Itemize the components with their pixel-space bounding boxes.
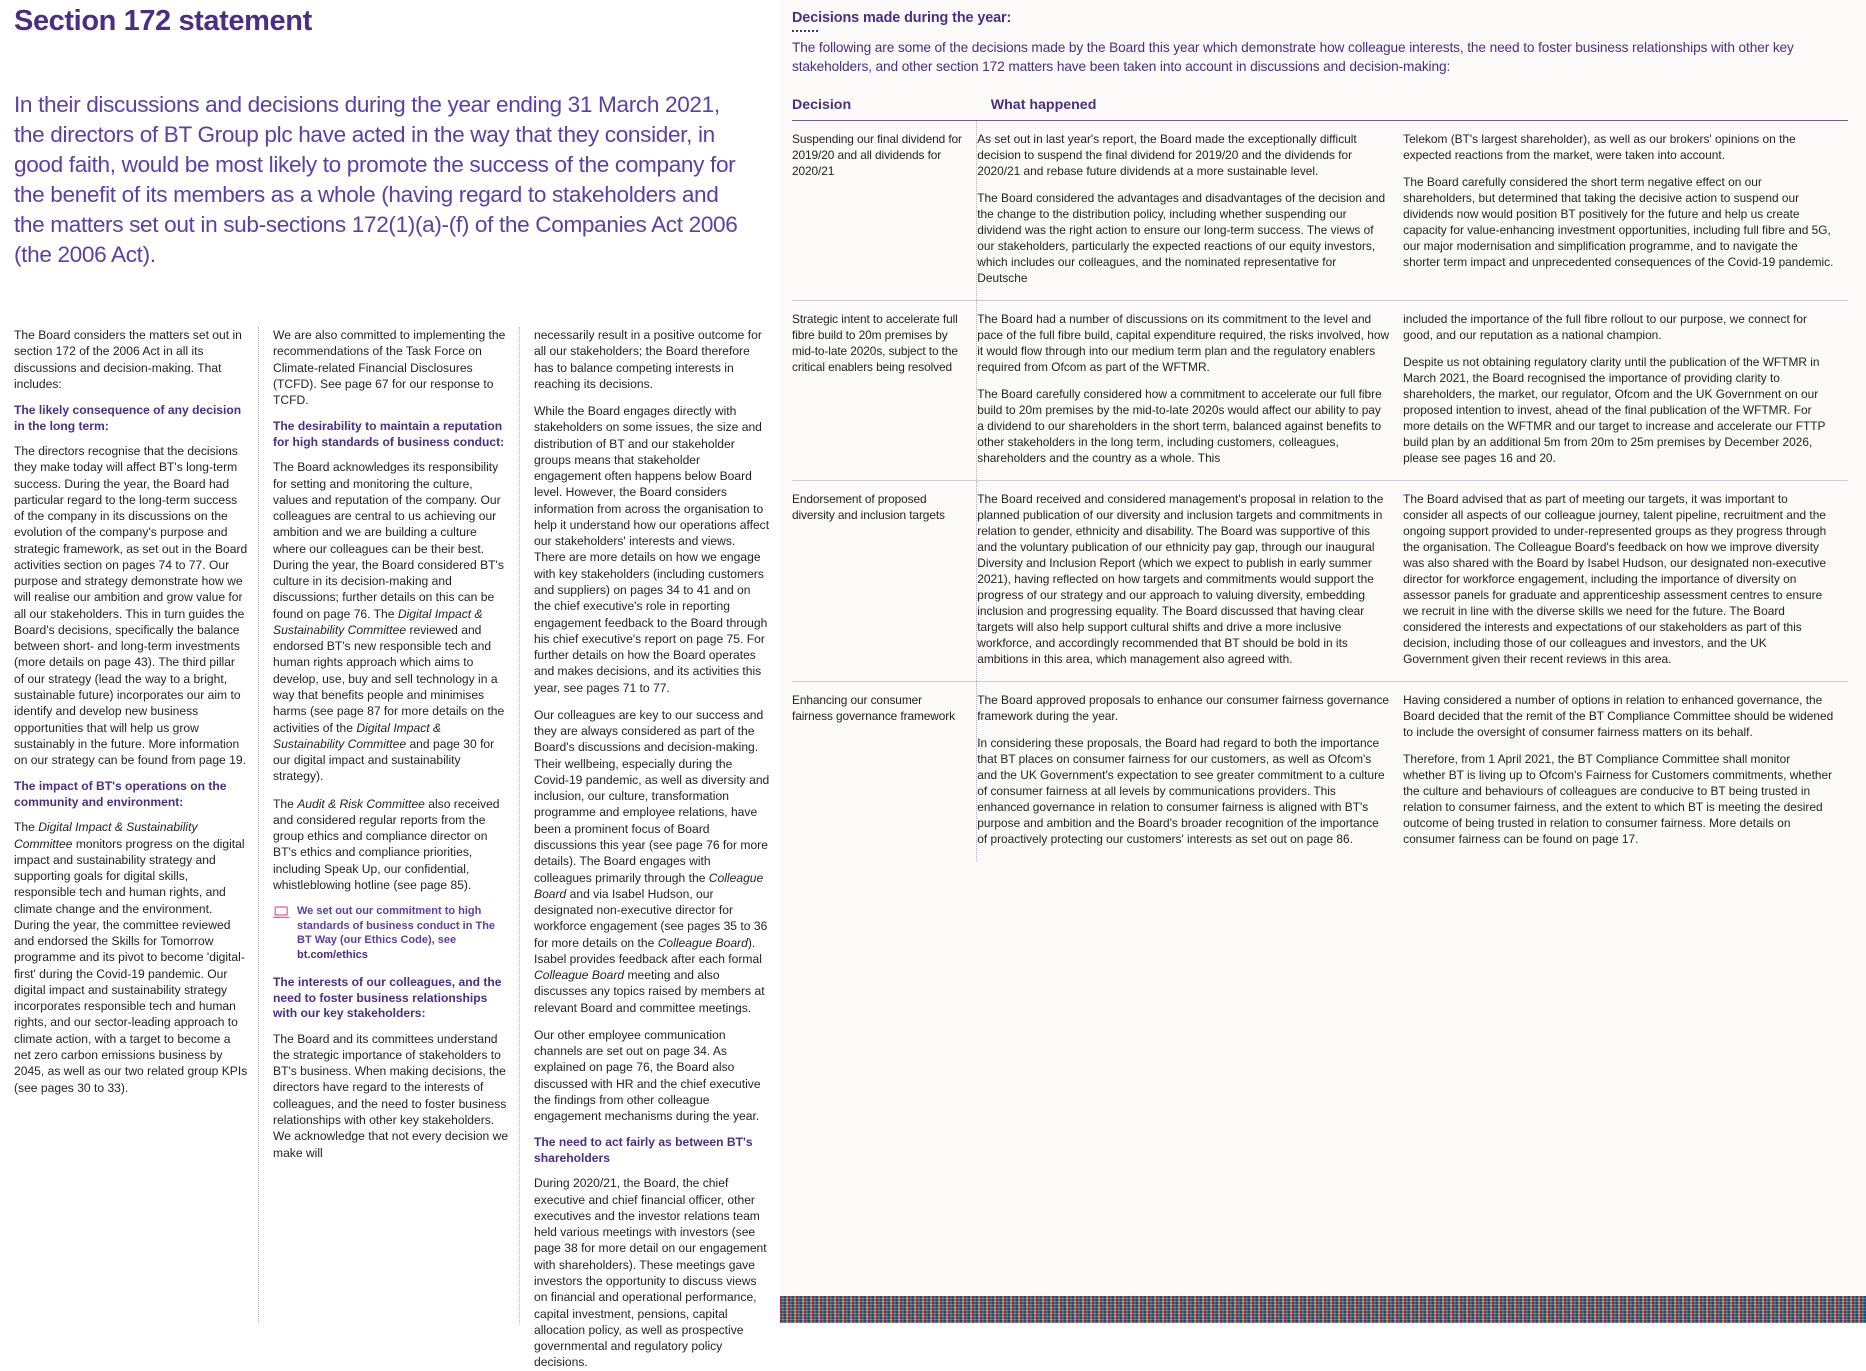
decision-label: Enhancing our consumer fairness governance framework — [792, 692, 955, 723]
table-body — [792, 120, 1848, 861]
th-what-happened: What happened — [977, 97, 1403, 121]
right-page — [780, 0, 1866, 1323]
c3-para-3 — [534, 707, 770, 1016]
column-2 — [258, 327, 519, 1323]
lead-paragraph: In their discussions and decisions during the year ending 31 March 2021, the directors of BT Group plc have acted in the way that they consider, in good faith, would be most likely to promote the success of the company for the benefit of its members as a whole (having regard to stakeholders and the matters set out in sub-sections 172(1)(a)-(f) of the Companies Act 2006 (the 2006 Act). — [14, 91, 738, 268]
th-continued — [1403, 97, 1848, 121]
c1-heading-2: The impact of BT's operations on the community and environment: — [14, 779, 227, 809]
table-row — [792, 300, 1848, 480]
c3-para-1: necessarily result in a positive outcome for all our stakeholders; the Board therefore has to balance competing interests in reaching its decisions. — [534, 328, 762, 391]
callout-link[interactable]: bt.com/ethics — [297, 948, 368, 961]
c2-p2-c: and page 30 for our digital impact and sustainability strategy). — [273, 736, 495, 784]
callout-text-main: We set out our commitment to high standards of business conduct in The BT Way (our Ethics Code), see — [297, 905, 496, 947]
c3-heading-1: The need to act fairly as between BT's shareholders — [534, 1135, 753, 1165]
c2-p2-b: reviewed and endorsed BT's new responsible tech and human rights approach which aims to develop, use, buy and sell technology in a way that benefits people and minimises harms (see page 87 for more details on the activities of the — [273, 622, 505, 735]
decisions-intro: The following are some of the decisions made by the Board this year which demonstrate how colleague interests, the need to foster business relationships with other key stakeholders, and other section 172 matters have been taken into account in discussions and decision-making: — [792, 40, 1794, 75]
wh-para: The Board received and considered management's proposal in relation to the planned publication of our diversity and inclusion targets and commitments in relation to gender, ethnicity and disability. The Board was supportive of this and the voluntary publication of our ethnicity pay gap, through our inaugural Diversity and Inclusion Report (which we expect to publish in early summer 2021), having reflected on how targets and commitments would support the progress of our strategy and our approach to valuing diversity, embedding inclusion and progressing equality. The Board discussed that having clear targets will also help support cultural shifts and drive a more inclusive workforce, and accordingly recommended that BT should be bold in its ambitions in this area, which management also agreed with. — [977, 491, 1384, 666]
cont-para: Despite us not obtaining regulatory clarity until the publication of the WFTMR in March 2021, the Board recognised the importance of providing clarity to shareholders, the market, our regulator, Ofcom and the UK Government on our proposed intention to invest, ahead of the final publication of the WFTMR. For more details on the WFTMR and our target to increase and accelerate our FTTP build plan by an additional 5m from 20m to 25m premises by December 2026, please see pages 16 and 20. — [1403, 354, 1826, 465]
decision-label: Endorsement of proposed diversity and inclusion targets — [792, 480, 977, 681]
table-head — [792, 97, 1848, 121]
c2-p2-italic-2: Digital Impact & Sustainability Committee — [273, 720, 442, 751]
c1-heading-1: The likely consequence of any decision in the long term: — [14, 403, 242, 433]
table-row — [792, 120, 1848, 300]
continued-cell — [1403, 300, 1848, 480]
c3-p3-italic-2: Colleague Board — [657, 935, 748, 950]
what-happened-cell — [977, 120, 1403, 300]
c2-p3-b: also received and considered regular reports from the group ethics and compliance director on BT's ethics and compliance priorities, including Speak Up, our confidential, whistleblowing hotline (see page 85). — [273, 796, 500, 892]
decision-label: Strategic intent to accelerate full fibre build to 20m premises by mid-to-late 2020s, subject to the critical enablers being resolved — [792, 300, 977, 480]
decisions-heading: Decisions made during the year: — [792, 10, 1012, 26]
table-header-row — [792, 97, 1848, 121]
ethics-callout — [273, 904, 509, 962]
cont-para: Having considered a number of options in relation to enhanced governance, the Board decided that the remit of the BT Compliance Committee should be widened to include the oversight of consumer fairness matters on its behalf. — [1403, 692, 1834, 739]
c3-p3-c: ). Isabel provides feedback after each formal — [534, 935, 762, 966]
decision-label: Suspending our final dividend for 2019/20 and all dividends for 2020/21 — [792, 120, 977, 300]
c2-heading-2: The interests of our colleagues, and the need to foster business relationships with our key stakeholders: — [273, 975, 502, 1021]
c1-para-3 — [14, 819, 248, 1096]
c2-para-1: We are also committed to implementing the recommendations of the Task Force on Climate-related Financial Disclosures (TCFD). See page 67 for our response to TCFD. — [273, 328, 506, 408]
table-row — [792, 681, 1848, 861]
c3-p3-b: and via Isabel Hudson, our designated non-executive director for workforce engagement (see pages 35 to 36 for more details on the — [534, 886, 768, 950]
c3-p3-italic-1: Colleague Board — [534, 870, 764, 901]
cont-para: Therefore, from 1 April 2021, the BT Compliance Committee shall monitor whether BT is living up to Ofcom's Fairness for Customers commitments, whether the culture and behaviours of colleagues are conducive to BT being trusted in relation to consumer fairness, and the extent to which BT is meeting the desired outcome of being trusted in relation to consumer fairness. More details on consumer fairness can be found on page 17. — [1403, 751, 1833, 846]
column-1 — [0, 327, 258, 1323]
c1-p3-pre: The — [14, 820, 39, 835]
table-row — [792, 480, 1848, 681]
wh-para: The Board had a number of discussions on its commitment to the level and pace of the full fibre build, capital expenditure required, the risks involved, how it would flow through into our medium term plan and the regulatory enablers required from Ofcom as part of the WFTMR. — [977, 311, 1390, 374]
what-happened-cell — [977, 681, 1403, 861]
c2-p3-italic-1: Audit & Risk Committee — [297, 796, 425, 811]
c3-p3-d: meeting and also discusses any topics raised by members at relevant Board and committee meetings. — [534, 968, 765, 1015]
c2-heading-1: The desirability to maintain a reputation for high standards of business conduct: — [273, 419, 505, 449]
c3-para-2: While the Board engages directly with stakeholders on some issues, the size and distribution of BT and our stakeholder groups means that stakeholder engagement often happens below Board level. However, the Board considers information from across the organisation to help it understand how our operations affect our stakeholders' interests and views. There are more details on how we engage with key stakeholders (including customers and suppliers) on pages 34 to 41 and on the chief executive's role in reporting engagement feedback to the Board through his chief executive's report on page 75. For further details on how the Board operates and makes decisions, and its activities this year, see pages 71 to 77. — [534, 404, 770, 695]
column-3 — [519, 327, 780, 1370]
cont-para: included the importance of the full fibre rollout to our purpose, we connect for good, and our reputation as a national champion. — [1403, 311, 1807, 342]
cont-para: Telekom (BT's largest shareholder), as well as our brokers' opinions on the expected reactions from the market, were taken into account. — [1403, 131, 1796, 162]
what-happened-cell — [977, 480, 1403, 681]
c1-para-2: The directors recognise that the decisions they make today will affect BT's long-term success. During the year, the Board had particular regard to the long-term success of the company in its discussions on the evolution of the company's purpose and strategic framework, as set out in the Board activities section on pages 74 to 77. Our purpose and strategy demonstrate how we will realise our ambition and grow value for all our stakeholders. This in turn guides the Board's decisions, specifically the balance between short- and long-term investments (more details on page 43). The third pillar of our strategy (lead the way to a bright, sustainable future) incorporates our aim to identify and develop new business opportunities that will help us grow sustainably in the future. More information on our strategy can be found from page 19. — [14, 444, 248, 768]
left-page — [0, 0, 780, 1370]
wh-para: In considering these proposals, the Board had regard to both the importance that BT places on consumer fairness for our customers, as well as Ofcom's and the UK Government's expectation to see greater commitment to a culture of consumer fairness at all levels by communications providers. This enhanced governance in relation to consumer fairness is aligned with BT's purpose and ambition and the Board's broader recognition of the importance of proactively protecting our customers' interests as set out on page 86. — [977, 735, 1385, 846]
c2-para-4: The Board and its committees understand the strategic importance of stakeholders to BT's business. When making decisions, the directors have regard to the interests of colleagues, and the need to foster business relationships with other key stakeholders. We acknowledge that not every decision we make will — [273, 1031, 509, 1160]
c2-p3-a: The — [273, 796, 298, 811]
wh-para: The Board approved proposals to enhance our consumer fairness governance framework during the year. — [977, 692, 1390, 723]
c2-p2-italic-1: Digital Impact & Sustainability Committee — [273, 606, 483, 637]
c3-p3-italic-3: Colleague Board — [534, 968, 625, 983]
cont-para: The Board carefully considered the short term negative effect on our shareholders, but determined that taking the decisive action to suspend our dividends now would position BT positively for the future and help us create capacity for value-enhancing investment opportunities, including full fibre and 5G, our major modernisation and simplification programme, and to navigate the shorter term impact and unprecedented consequences of the Covid-19 pandemic. — [1403, 174, 1834, 269]
cont-para: The Board advised that as part of meeting our targets, it was important to consider all aspects of our colleague journey, talent pipeline, recruitment and the ongoing support provided to under-represented groups as they progress through the organisation. The Colleague Board's feedback on how we improve diversity was also shared with the Board by Isabel Hudson, our designated non-executive director for workforce engagement, including the importance of diversity on assessor panels for graduate and apprenticeship assessment centres to ensure we recruit in line with the diverse skills we need for the future. The Board considered the interests and expectations of our stakeholders as part of this decision, including those of our colleagues and investors, and the UK Government given their recent reviews in this area. — [1403, 491, 1827, 666]
c1-p3-italic-committee: Digital Impact & Sustainability Committee — [14, 820, 198, 851]
continued-cell — [1403, 480, 1848, 681]
laptop-icon — [273, 906, 290, 924]
left-page-columns — [0, 327, 780, 1370]
c3-para-4: Our other employee communication channels are set out on page 34. As explained on page 76, the Board also discussed with HR and the chief executive the findings from other colleague engagement mechanisms during the year. — [534, 1027, 761, 1124]
c3-p3-a: Our colleagues are key to our success and they are always considered as part of the Board's discussions and decision-making. Their wellbeing, especially during the Covid-19 pandemic, as well as diversity and inclusion, our culture, transformation programme and employee relations, have been a prominent focus of Board discussions this year (see page 76 for more details). The Board engages with colleagues primarily through the — [534, 707, 770, 885]
wh-para: The Board carefully considered how a commitment to accelerate our full fibre build to 20m premises by the mid-to-late 2020s would affect our ability to pay a dividend to our shareholders in the short term, balanced against benefits to other stakeholders in the long term, including customers, colleagues, shareholders and the country as a whole. This — [977, 386, 1382, 465]
wh-para: The Board considered the advantages and disadvantages of the decision and the change to the distribution policy, including whether suspending our dividend was the right action to ensure our long-term success. The views of our stakeholders, particularly the expected reactions of our equity investors, which includes our colleagues, and the nominated representative for Deutsche — [977, 190, 1386, 285]
bottom-photo-strip — [780, 1296, 1866, 1323]
c1-p3-post: monitors progress on the digital impact and sustainability strategy and supporting goals for digital skills, responsible tech and human rights, and climate change and the environment. During the year, the committee reviewed and endorsed the Skills for Tomorrow programme and its pivot to become 'digital-first' during the Covid-19 pandemic. Our digital impact and sustainability strategy incorporates responsible tech and human rights, and our sector-leading approach to climate action, with a target to become a net zero carbon emissions business by 2045, as well as our two related group KPIs (see pages 30 to 33). — [14, 836, 248, 1095]
what-happened-cell — [977, 300, 1403, 480]
decisions-table — [792, 97, 1848, 861]
continued-cell — [1403, 120, 1848, 300]
c2-p2-a: The Board acknowledges its responsibility for setting and monitoring the culture, values and reputation of the company. Our colleagues are central to us achieving our ambition and we are building a culture where our colleagues can be their best. During the year, the Board considered BT's culture in its decision-making and discussions; further details on this can be found on page 76. The — [273, 460, 504, 621]
continued-cell — [1403, 681, 1848, 861]
callout-text — [297, 904, 509, 962]
page-title: Section 172 statement — [14, 5, 312, 37]
c2-para-3 — [273, 796, 509, 894]
th-decision: Decision — [792, 97, 977, 121]
wh-para: As set out in last year's report, the Board made the exceptionally difficult decision to suspend the final dividend for 2019/20 and the dividends for 2020/21 and rebase future dividends at a more sustainable level. — [977, 131, 1357, 178]
heading-dot-rule — [792, 30, 818, 32]
c3-para-5: During 2020/21, the Board, the chief executive and chief financial officer, other executives and the investor relations team held various meetings with investors (see page 38 for more detail on our engagement with shareholders). These meetings gave investors the opportunity to discuss views on financial and operational performance, capital investment, pensions, capital allocation policy, as well as prospective governmental and regulatory policy decisions. — [534, 1176, 767, 1370]
c2-para-2 — [273, 459, 509, 784]
photo-noise — [780, 1296, 1866, 1323]
c1-para-1: The Board considers the matters set out in section 172 of the 2006 Act in all its discussions and decision-making. That includes: — [14, 328, 242, 391]
